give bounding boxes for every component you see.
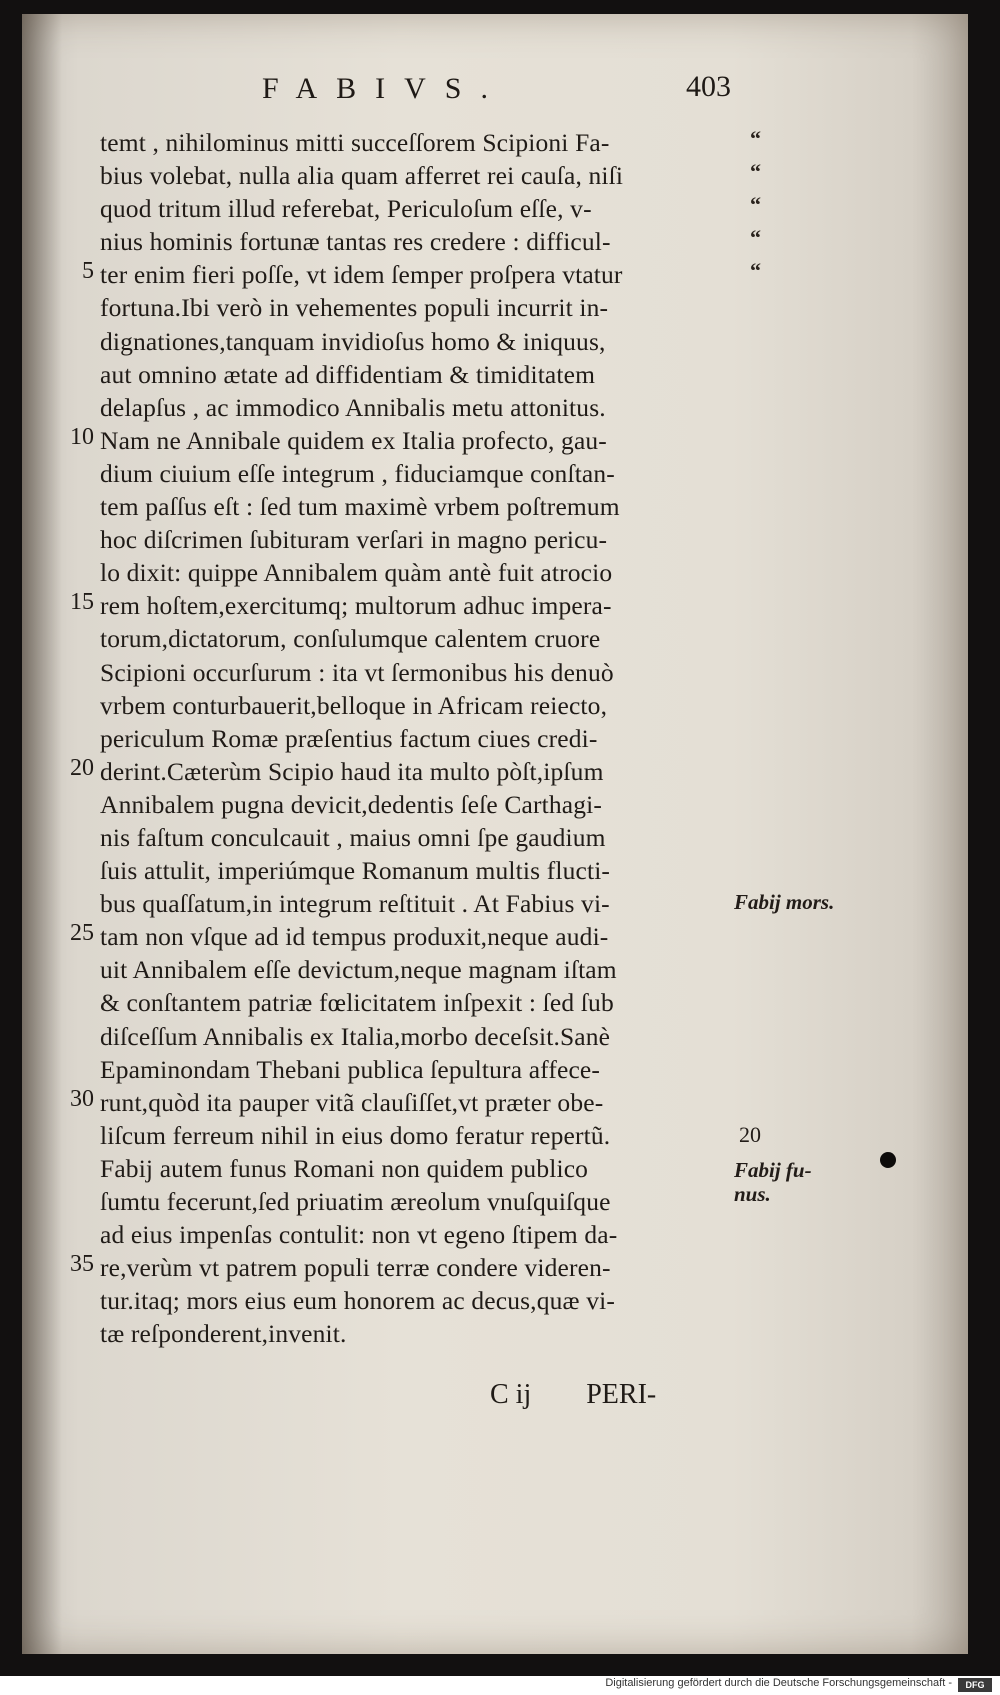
text-line: Annibalem pugna devicit,dedentis ſeſe Carthagi- [100, 789, 603, 819]
dfg-logo: DFG [958, 1678, 992, 1692]
text-line: quod tritum illud referebat, Periculoſum eſſe, v- [100, 194, 592, 224]
catchword: PERI- [586, 1379, 657, 1410]
ink-dot [880, 1152, 896, 1168]
text-line: runt,quòd ita pauper vitã clauſiſſet,vt præter obe- [100, 1087, 604, 1117]
running-head: FABIVS. [262, 72, 507, 105]
marginal-number: 20 [739, 1122, 761, 1147]
text-line: delapſus , ac immodico Annibalis metu attonitus. [100, 392, 606, 422]
quote-mark: “ [750, 159, 761, 184]
text-line: temt , nihilominus mitti succeſſorem Scipioni Fa- [100, 128, 610, 157]
text-line: rem hoſtem,exercitumq; multorum adhuc impera- [100, 591, 612, 621]
line-number: 15 [70, 589, 94, 615]
text-line: nius hominis fortunæ tantas res credere : difficul- [100, 227, 611, 257]
text-line: diſceſſum Annibalis ex Italia,morbo deceſsit.Sanè [100, 1021, 611, 1051]
text-line: lo dixit: quippe Annibalem quàm antè fuit atrocio [100, 558, 613, 588]
marginal-note-fabij-mors: Fabij mors. [734, 890, 835, 914]
text-line: tur.itaq; mors eius eum honorem ac decus,quæ vi- [100, 1286, 615, 1316]
page-number: 403 [686, 70, 731, 103]
line-number: 10 [70, 424, 94, 450]
main-text [70, 126, 740, 1350]
text-line: dium ciuium eſſe integrum , fiduciamque conſtan- [100, 458, 615, 488]
line-number: 5 [82, 258, 94, 284]
text-line: tam non vſque ad id tempus produxit,neque audi- [100, 922, 609, 952]
text-line: dignationes,tanquam invidioſus homo & iniquus, [100, 326, 606, 356]
text-line: ſuis attulit, imperiúmque Romanum multis flucti- [100, 856, 611, 886]
book-page [22, 14, 968, 1654]
digitization-footer [0, 1676, 1000, 1695]
quote-mark: “ [750, 126, 761, 151]
text-line: tæ reſponderent,invenit. [100, 1319, 347, 1349]
line-number: 20 [70, 755, 94, 781]
marginal-note-line: Fabij fu- [734, 1158, 812, 1182]
text-line: liſcum ferreum nihil in eius domo feratur repertũ. [100, 1120, 611, 1150]
line-number: 25 [70, 920, 94, 946]
text-line: & conſtantem patriæ fœlicitatem inſpexit : ſed ſub [100, 988, 614, 1018]
text-line: ſumtu fecerunt,ſed priuatim æreolum vnuſquiſque [100, 1187, 611, 1216]
text-line: Epaminondam Thebani publica ſepultura affece- [100, 1054, 601, 1084]
text-line: derint.Cæterùm Scipio haud ita multo pòſt,ipſum [100, 756, 604, 786]
text-line: ad eius impenſas contulit: non vt egeno ſtipem da- [100, 1220, 618, 1250]
text-line: Scipioni occurſurum : ita vt ſermonibus his denuò [100, 657, 614, 687]
marginal-note-line: nus. [734, 1182, 771, 1206]
text-line: aut omnino ætate ad diffidentiam & timiditatem [100, 359, 596, 389]
text-line: fortuna.Ibi verò in vehementes populi incurrit in- [100, 293, 609, 323]
text-line: nis faſtum conculcauit , maius omni ſpe gaudium [100, 822, 606, 852]
text-line: torum,dictatorum, conſulumque calentem cruore [100, 624, 601, 654]
funding-credit: Digitalisierung gefördert durch die Deutsche Forschungsgemeinschaft - [605, 1677, 952, 1689]
line-number: 35 [70, 1251, 94, 1277]
marginal-note-fabij-funus [734, 1158, 812, 1206]
signature-mark: C ij [490, 1379, 532, 1410]
quote-mark: “ [750, 192, 761, 217]
text-line: vrbem conturbauerit,belloque in Africam reiecto, [100, 690, 608, 720]
text-line: ter enim fieri poſſe, vt idem ſemper proſpera vtatur [100, 260, 623, 290]
line-number: 30 [70, 1086, 94, 1112]
text-line: re,verùm vt patrem populi terræ condere videren- [100, 1253, 611, 1283]
text-line: tem paſſus eſt : ſed tum maximè vrbem poſtremum [100, 492, 620, 522]
text-line: uit Annibalem eſſe devictum,neque magnam iſtam [100, 955, 617, 985]
text-line: bius volebat, nulla alia quam afferret rei cauſa, niſi [100, 161, 624, 191]
text-line: periculum Romæ præſentius factum ciues credi- [100, 723, 598, 753]
quote-mark: “ [750, 225, 761, 250]
quote-mark: “ [750, 258, 761, 283]
text-line: bus quaſſatum,in integrum reſtituit . At Fabius vi- [100, 889, 610, 919]
catchline [490, 1379, 704, 1411]
text-line: Fabij autem funus Romani non quidem publico [100, 1153, 589, 1183]
gutter-shadow [22, 14, 62, 1654]
text-line: Nam ne Annibale quidem ex Italia profecto, gau- [100, 425, 607, 455]
text-line: hoc diſcrimen ſubituram verſari in magno pericu- [100, 525, 608, 555]
